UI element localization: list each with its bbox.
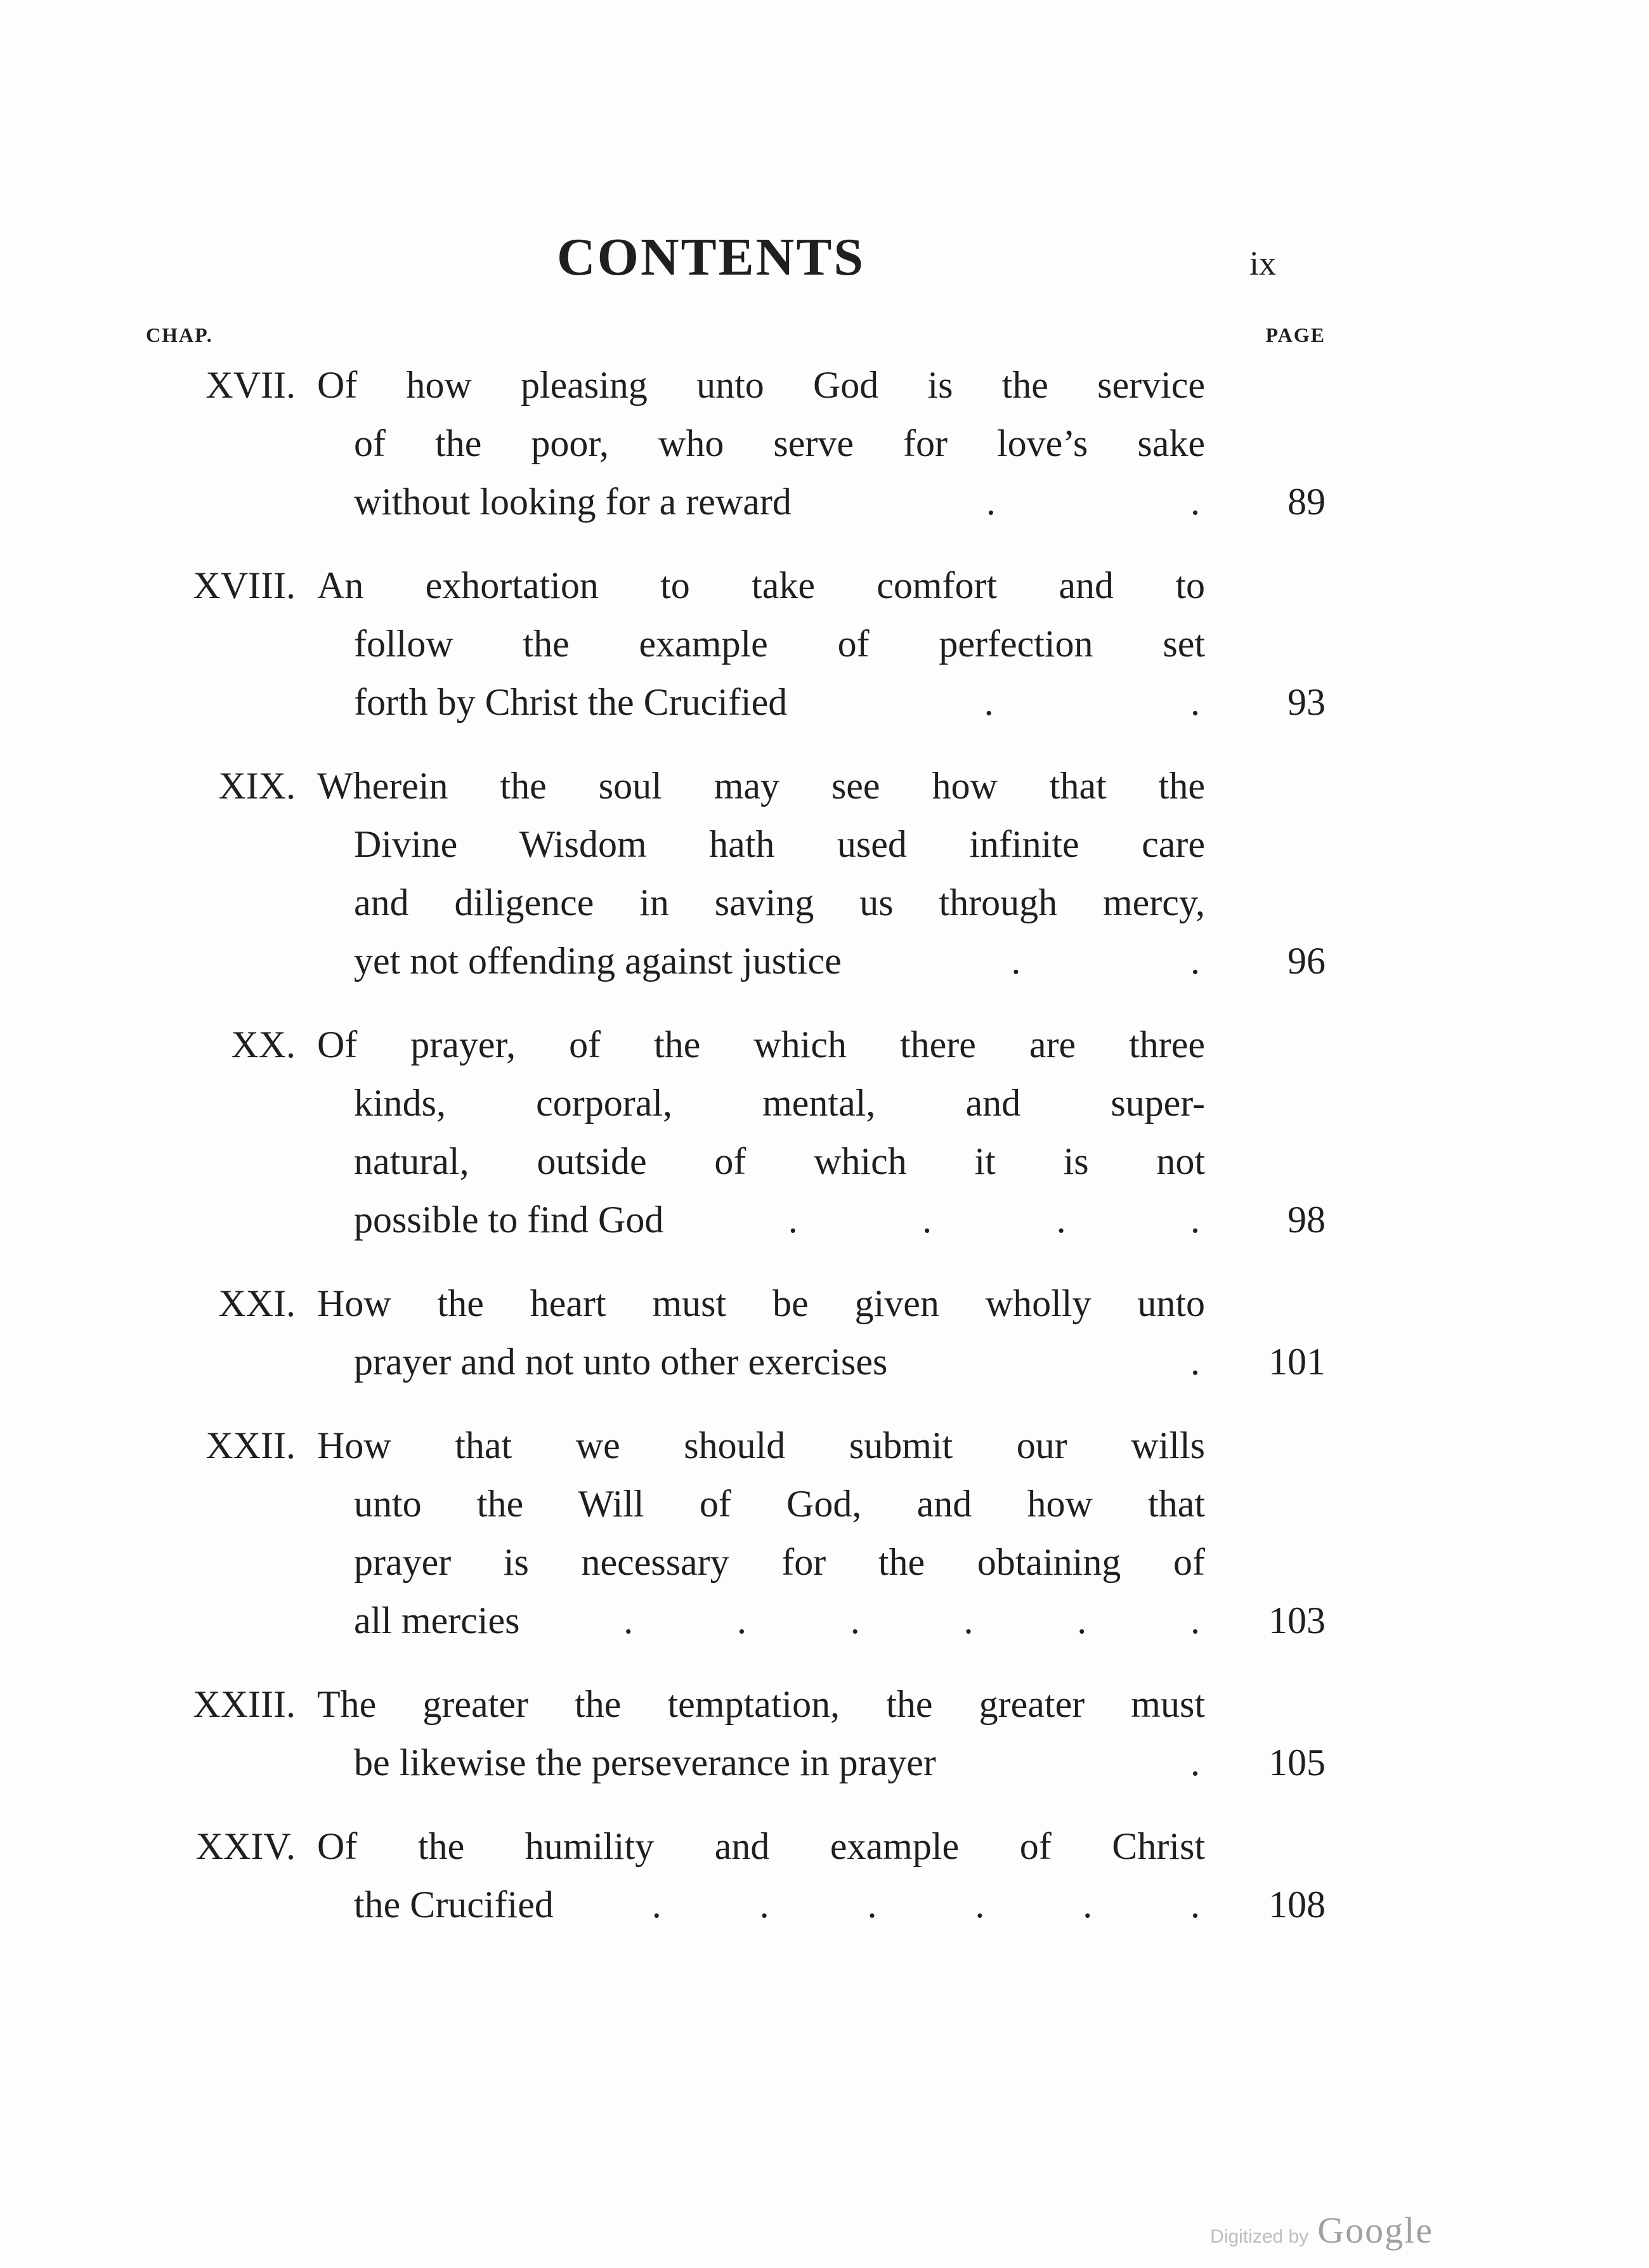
toc-entry <box>146 1817 1326 1934</box>
chapter-numeral: XVII. <box>205 364 296 407</box>
leader-dot: . <box>788 1199 798 1241</box>
leader-dot: . <box>1190 481 1201 523</box>
watermark <box>1210 2209 1433 2252</box>
entry-line: Divine Wisdom hath used infinite care <box>354 823 1205 866</box>
leader-dot: . <box>1190 1199 1201 1241</box>
leader-dot: . <box>759 1884 769 1926</box>
table-of-contents <box>146 228 1326 1959</box>
leader-dots <box>663 1190 1205 1249</box>
entry-text <box>317 1416 1205 1650</box>
entry-line: Of how pleasing unto God is the service <box>317 364 1205 407</box>
entry-line: kinds, corporal, mental, and super- <box>354 1082 1205 1124</box>
entry-line: unto the Will of God, and how that <box>354 1483 1205 1525</box>
folio-number: ix <box>1249 244 1276 282</box>
entry-text <box>317 356 1205 531</box>
leader-dots <box>520 1591 1205 1650</box>
toc-entry <box>146 757 1326 990</box>
entry-line: forth by Christ the Crucified <box>354 681 788 724</box>
chapter-numeral: XVIII. <box>193 564 296 607</box>
leader-dots <box>787 673 1205 731</box>
leader-dot: . <box>975 1884 985 1926</box>
entry-last-line <box>354 932 1205 990</box>
entry-text <box>317 1274 1205 1391</box>
leader-dot: . <box>984 681 994 724</box>
entry-text <box>317 1817 1205 1934</box>
entry-last-line <box>354 1875 1205 1934</box>
toc-entries <box>146 356 1326 1934</box>
leader-dot: . <box>922 1199 932 1241</box>
entry-line: of the poor, who serve for love’s sake <box>354 422 1205 465</box>
entry-line: possible to find God <box>354 1199 664 1241</box>
chapter-numeral: XXIV. <box>195 1825 296 1868</box>
leader-dot: . <box>623 1600 634 1642</box>
toc-entry <box>146 1274 1326 1391</box>
entry-line: without looking for a reward <box>354 481 792 523</box>
leader-dots <box>842 932 1205 990</box>
toc-entry <box>146 1015 1326 1249</box>
entry-line: How that we should submit our wills <box>317 1424 1205 1467</box>
page-number: 105 <box>1268 1742 1326 1784</box>
leader-dot: . <box>1190 681 1201 724</box>
chapter-numeral: XIX. <box>218 765 296 807</box>
leader-dots <box>887 1333 1205 1391</box>
leader-dot: . <box>1190 1341 1200 1383</box>
entry-line: prayer is necessary for the obtaining of <box>354 1541 1205 1584</box>
leader-dot: . <box>1011 940 1021 982</box>
entry-text <box>317 757 1205 990</box>
leader-dot: . <box>986 481 996 523</box>
page-number: 89 <box>1287 481 1326 523</box>
entry-line: be likewise the perseverance in prayer <box>354 1742 936 1784</box>
entry-last-line <box>354 1591 1205 1650</box>
page-number: 108 <box>1268 1884 1326 1926</box>
leader-dot: . <box>1190 1742 1200 1784</box>
leader-dot: . <box>1190 1600 1201 1642</box>
leader-dot: . <box>1056 1199 1066 1241</box>
leader-dot: . <box>737 1600 747 1642</box>
page-number: 98 <box>1287 1199 1326 1241</box>
toc-entry <box>146 356 1326 531</box>
chapter-numeral: XXII. <box>205 1424 296 1467</box>
page-number: 103 <box>1268 1600 1326 1642</box>
toc-entry <box>146 556 1326 731</box>
entry-last-line <box>354 1733 1205 1792</box>
leader-dot: . <box>1077 1600 1087 1642</box>
leader-dot: . <box>1083 1884 1093 1926</box>
entry-text <box>317 1015 1205 1249</box>
digitized-by-text: Digitized by <box>1210 2226 1309 2247</box>
entry-line: Of the humility and example of Christ <box>317 1825 1205 1868</box>
title-row <box>146 228 1326 287</box>
leader-dot: . <box>867 1884 877 1926</box>
leader-dots <box>554 1875 1205 1934</box>
entry-text <box>317 556 1205 731</box>
entry-last-line <box>354 1190 1205 1249</box>
chap-column-label: CHAP. <box>146 323 213 347</box>
entry-line: all mercies <box>354 1600 520 1642</box>
leader-dots <box>936 1733 1205 1792</box>
entry-line: the Crucified <box>354 1884 554 1926</box>
page-number: 96 <box>1287 940 1326 982</box>
entry-line: Of prayer, of the which there are three <box>317 1024 1205 1066</box>
page-number: 93 <box>1287 681 1326 724</box>
leader-dot: . <box>1190 1884 1201 1926</box>
entry-text <box>317 1675 1205 1792</box>
entry-line: natural, outside of which it is not <box>354 1140 1205 1183</box>
entry-last-line <box>354 472 1205 531</box>
toc-entry <box>146 1416 1326 1650</box>
leader-dot: . <box>850 1600 860 1642</box>
entry-last-line <box>354 1333 1205 1391</box>
toc-entry <box>146 1675 1326 1792</box>
leader-dot: . <box>651 1884 662 1926</box>
entry-line: Wherein the soul may see how that the <box>317 765 1205 807</box>
chapter-numeral: XXI. <box>218 1282 296 1325</box>
google-logo: Google <box>1317 2210 1433 2251</box>
entry-last-line <box>354 673 1205 731</box>
page-title: CONTENTS <box>556 228 866 287</box>
entry-line: How the heart must be given wholly unto <box>317 1282 1205 1325</box>
page-number: 101 <box>1268 1341 1326 1383</box>
column-headers <box>146 323 1326 347</box>
leader-dots <box>792 472 1205 531</box>
entry-line: The greater the temptation, the greater must <box>317 1683 1205 1726</box>
chapter-numeral: XXIII. <box>193 1683 296 1726</box>
entry-line: follow the example of perfection set <box>354 623 1205 665</box>
leader-dot: . <box>1190 940 1201 982</box>
page-column-label: PAGE <box>1265 323 1326 347</box>
entry-line: yet not offending against justice <box>354 940 842 982</box>
entry-line: An exhortation to take comfort and to <box>317 564 1205 607</box>
chapter-numeral: XX. <box>231 1024 296 1066</box>
entry-line: and diligence in saving us through mercy, <box>354 882 1205 924</box>
entry-line: prayer and not unto other exercises <box>354 1341 888 1383</box>
leader-dot: . <box>963 1600 974 1642</box>
